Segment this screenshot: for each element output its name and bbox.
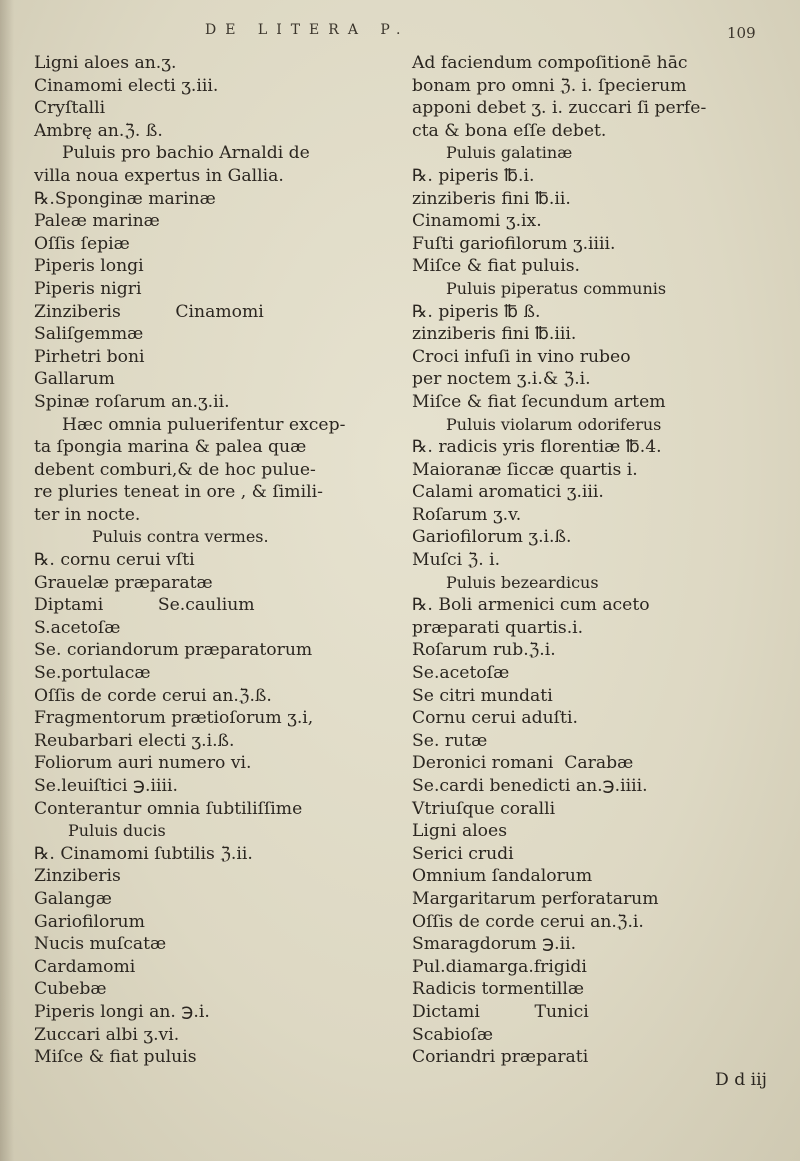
text-line: debent comburi,& de hoc pulue- — [34, 459, 316, 480]
text-line: Grauelæ præparatæ — [34, 572, 213, 593]
text-line: Saliſgemmæ — [34, 324, 144, 345]
text-line: Roſarum rub.ℨ.i. — [412, 640, 556, 661]
text-line: Pirhetri boni — [34, 346, 145, 367]
text-line: ℞. cornu cerui vſti — [34, 550, 195, 571]
text-line: præparati quartis.i. — [412, 617, 584, 638]
text-line: Serici crudi — [412, 843, 514, 864]
text-line: Cryſtalli — [34, 98, 106, 119]
text-line: Reubarbari electi ʒ.i.ß. — [34, 730, 235, 751]
running-head: DE LITERA P. — [205, 22, 410, 38]
text-line: Vtriuſque coralli — [412, 798, 556, 819]
text-line: Piperis nigri — [34, 278, 142, 299]
text-line: Margaritarum perforatarum — [412, 888, 659, 909]
text-line: re pluries teneat in ore , & ſimili- — [34, 482, 323, 503]
left-column — [34, 52, 394, 1069]
text-line: Ad faciendum compoſitionē hāc — [412, 53, 688, 73]
text-line: Omnium ſandalorum — [412, 866, 593, 887]
text-line: Coriandri præparati — [412, 1047, 589, 1068]
text-line: zinziberis fini ℔.ii. — [412, 188, 571, 209]
text-line: ℞. Cinamomi ſubtilis ℨ.ii. — [34, 843, 253, 864]
text-line: ter in nocte. — [34, 504, 141, 525]
text-line: Miſce & fiat ſecundum artem — [412, 391, 666, 412]
text-line: Oſſis ſepiæ — [34, 233, 130, 254]
text-line: Cardamomi — [34, 956, 136, 977]
text-line: Ambrę an.ℨ. ß. — [34, 120, 163, 141]
recipe-heading: Puluis galatinæ — [446, 143, 573, 163]
text-line: Spinæ roſarum an.ʒ.ii. — [34, 391, 230, 412]
text-line: Hæc omnia puluerifentur excep- — [62, 414, 346, 435]
text-line: Ligni aloes an.ʒ. — [34, 53, 177, 73]
text-line: Gariofilorum ʒ.i.ß. — [412, 527, 572, 548]
text-line: Zuccari albi ʒ.vi. — [34, 1024, 180, 1045]
text-line: Paleæ marinæ — [34, 211, 160, 232]
text-line: Cinamomi electi ʒ.iii. — [34, 75, 219, 96]
text-line: Radicis tormentillæ — [412, 979, 585, 1000]
text-line: Gallarum — [34, 369, 115, 390]
text-line: ℞.Sponginæ marinæ — [34, 188, 216, 209]
text-line: zinziberis fini ℔.iii. — [412, 324, 577, 345]
text-line: Muſci ℨ. i. — [412, 550, 501, 571]
text-line: Conterantur omnia ſubtiliſſime — [34, 798, 303, 819]
text-line: bonam pro omni ℨ. i. ſpecierum — [412, 75, 687, 96]
text-line: Deronici romani Carabæ — [412, 753, 634, 774]
text-line: Zinziberis — [34, 866, 121, 887]
recipe-heading: Puluis pro bachio Arnaldi de — [62, 143, 310, 164]
text-line: Dictami Tunici — [412, 1001, 589, 1022]
text-line: villa noua expertus in Gallia. — [34, 165, 284, 186]
text-line: Se.cardi benedicti an.℈.iiii. — [412, 776, 648, 796]
text-line: ℞. Boli armenici cum aceto — [412, 595, 650, 616]
text-line: Se.acetoſæ — [412, 663, 510, 684]
text-line: Miſce & fiat puluis — [34, 1047, 197, 1068]
recipe-heading: Puluis ducis — [68, 821, 166, 841]
text-line: Oſſis de corde cerui an.ℨ.ß. — [34, 685, 272, 706]
text-line: Piperis longi — [34, 256, 144, 277]
text-line: Smaragdorum ℈.ii. — [412, 934, 577, 955]
text-line: cta & bona eſſe debet. — [412, 120, 607, 141]
text-line: S.acetoſæ — [34, 617, 121, 638]
text-line: ℞. radicis yris florentiæ ℔.4. — [412, 437, 662, 458]
text-line: Croci infuſi in vino rubeo — [412, 346, 631, 367]
text-line: Diptami Se.caulium — [34, 595, 255, 616]
text-line: Miſce & fiat puluis. — [412, 256, 580, 277]
text-line: Gariofilorum — [34, 911, 145, 932]
recipe-heading: Puluis contra vermes. — [92, 527, 269, 547]
text-line: Galangæ — [34, 888, 112, 909]
text-line: Ligni aloes — [412, 821, 508, 842]
text-line: Se citri mundati — [412, 685, 553, 706]
text-line: apponi debet ʒ. i. zuccari ſi perfe- — [412, 98, 707, 119]
text-line: per noctem ʒ.i.& ℨ.i. — [412, 369, 591, 390]
text-line: ta ſpongia marina & palea quæ — [34, 437, 307, 458]
page-edge-shadow — [0, 0, 14, 1161]
text-line: Se. rutæ — [412, 730, 488, 751]
text-line: Maioranæ ſiccæ quartis i. — [412, 459, 638, 480]
text-line: ℞. piperis ℔ ß. — [412, 301, 541, 322]
text-line: Fuſti gariofilorum ʒ.iiii. — [412, 233, 616, 254]
text-line: Calami aromatici ʒ.iii. — [412, 482, 604, 503]
recipe-heading: Puluis bezeardicus — [446, 572, 599, 592]
text-line: Oſſis de corde cerui an.ℨ.i. — [412, 911, 644, 932]
text-line: Se. coriandorum præparatorum — [34, 640, 313, 661]
text-line: Se.portulacæ — [34, 663, 151, 684]
right-column — [412, 52, 792, 1091]
recipe-heading: Puluis piperatus communis — [446, 278, 667, 298]
folio-number: 109 — [727, 24, 756, 42]
recipe-heading: Puluis violarum odoriferus — [446, 414, 662, 434]
text-line: Piperis longi an. ℈.i. — [34, 1001, 210, 1022]
text-line: Cinamomi ʒ.ix. — [412, 211, 542, 232]
page-header — [0, 18, 800, 48]
text-line: Cubebæ — [34, 979, 107, 1000]
text-line: ℞. piperis ℔.i. — [412, 165, 535, 186]
text-line: Pul.diamarga.frigidi — [412, 956, 587, 977]
text-line: Fragmentorum prætioſorum ʒ.i, — [34, 708, 314, 729]
text-line: Se.leuiſtici ℈.iiii. — [34, 776, 178, 796]
text-line: Nucis muſcatæ — [34, 934, 167, 955]
text-line: Scabioſæ — [412, 1024, 494, 1045]
text-line: Roſarum ʒ.v. — [412, 504, 522, 525]
text-line: Zinziberis Cinamomi — [34, 301, 264, 322]
text-line: Cornu cerui aduſti. — [412, 708, 578, 729]
text-line: Foliorum auri numero vi. — [34, 753, 252, 774]
signature-mark: D d iij — [714, 1069, 767, 1090]
